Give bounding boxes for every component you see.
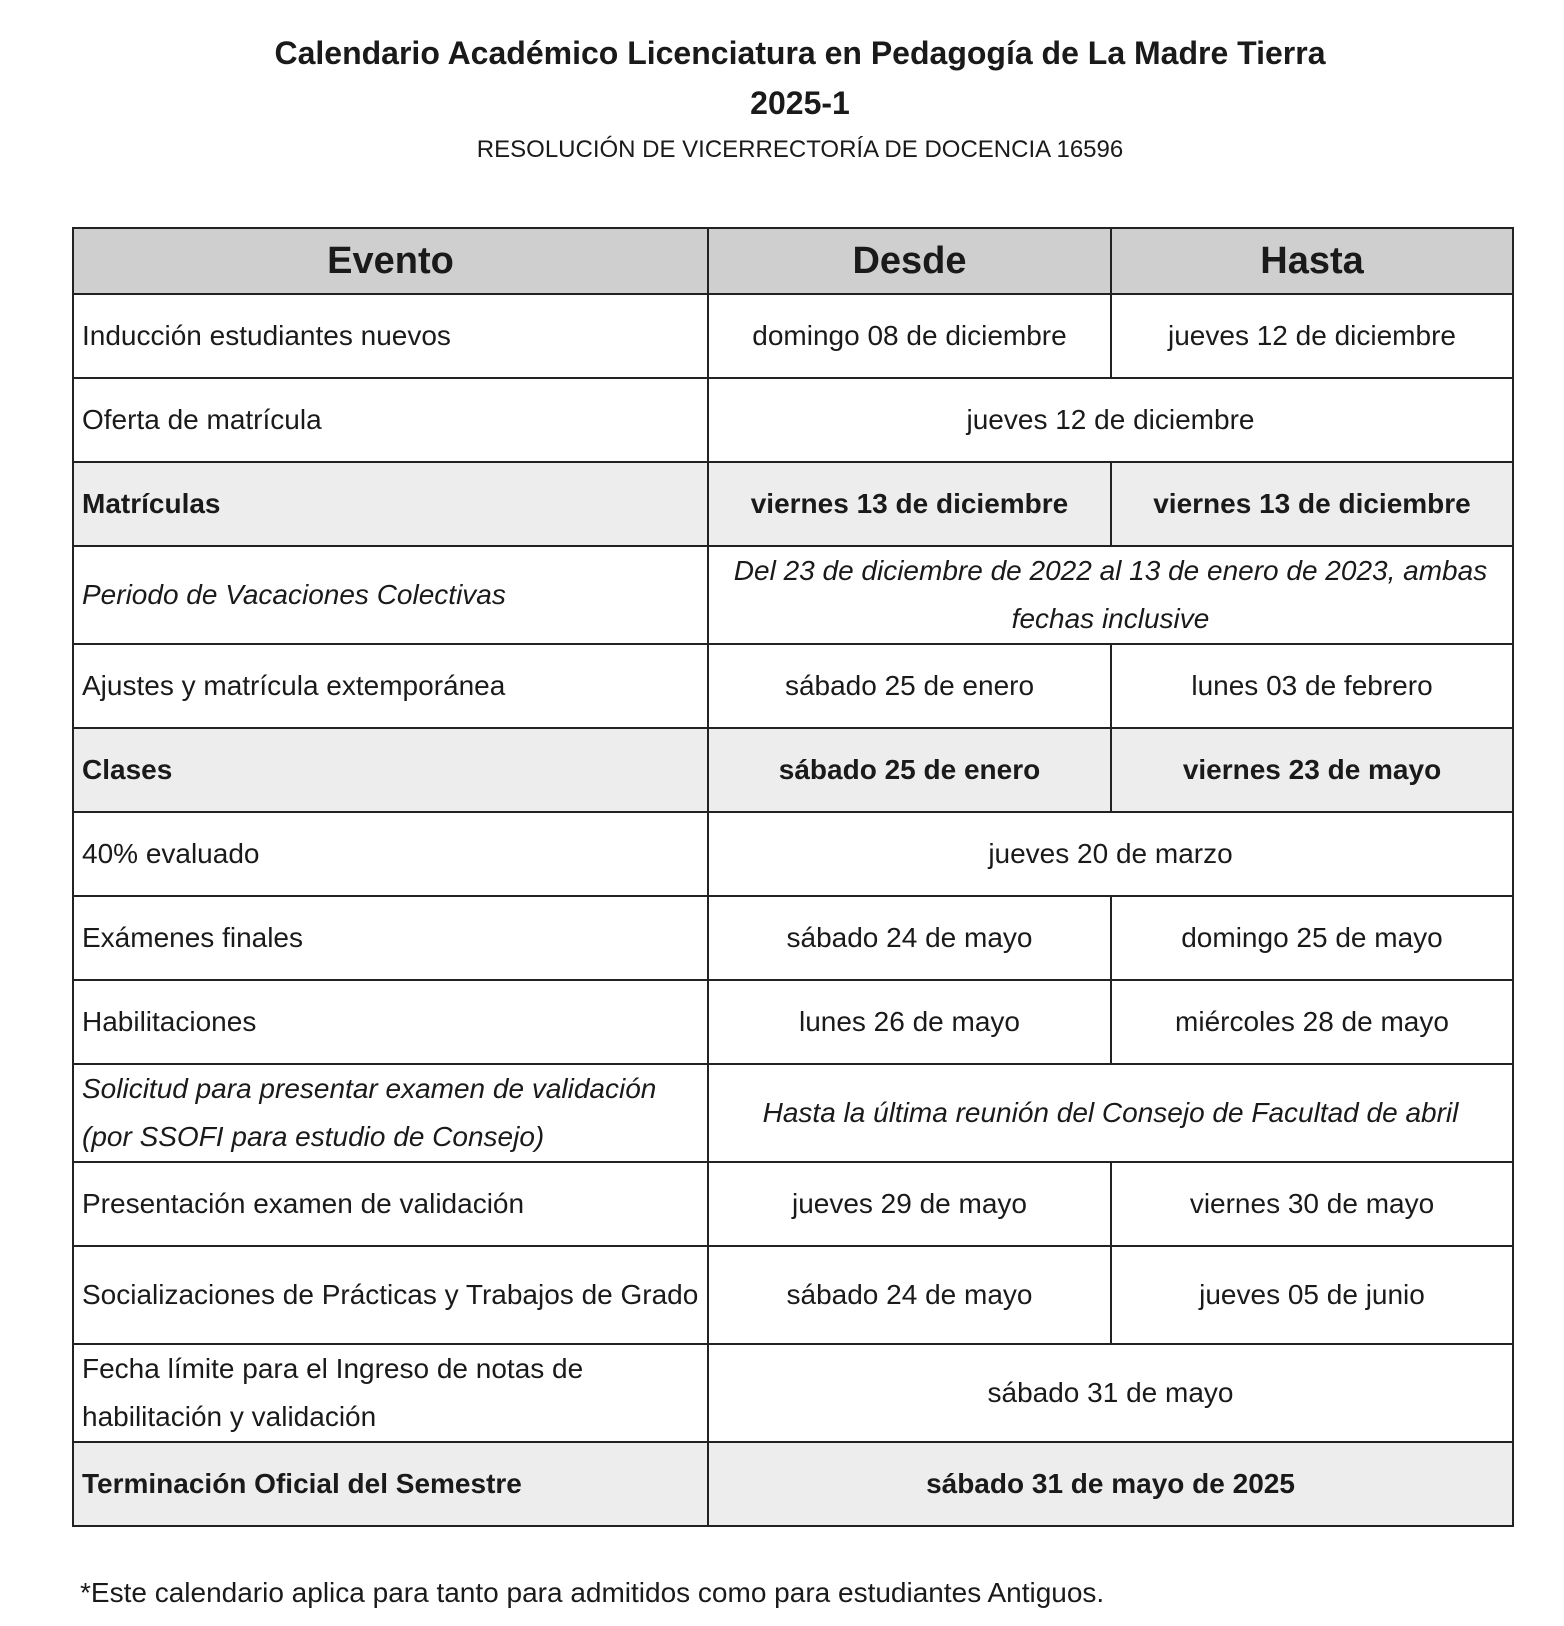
to-cell: jueves 12 de diciembre	[1111, 294, 1513, 378]
date-cell: Del 23 de diciembre de 2022 al 13 de enero de 2023, ambas fechas inclusive	[708, 546, 1513, 644]
table-row	[73, 812, 1513, 896]
table-row	[73, 1162, 1513, 1246]
table-row	[73, 294, 1513, 378]
table-row	[73, 1064, 1513, 1162]
event-cell: Ajustes y matrícula extemporánea	[73, 644, 708, 728]
table-row	[73, 644, 1513, 728]
resolution-label: RESOLUCIÓN DE VICERRECTORÍA DE DOCENCIA 16596	[476, 136, 1124, 163]
event-cell: Periodo de Vacaciones Colectivas	[73, 546, 708, 644]
table-row	[73, 896, 1513, 980]
event-cell: Oferta de matrícula	[73, 378, 708, 462]
table-row	[73, 1344, 1513, 1442]
table-row	[73, 980, 1513, 1064]
event-cell: Clases	[73, 728, 708, 812]
event-cell: Inducción estudiantes nuevos	[73, 294, 708, 378]
from-cell: viernes 13 de diciembre	[708, 462, 1111, 546]
footnote: *Este calendario aplica para tanto para admitidos como para estudiantes Antiguos.	[80, 1577, 1105, 1608]
from-cell: lunes 26 de mayo	[708, 980, 1111, 1064]
event-cell: Socializaciones de Prácticas y Trabajos de Grado	[73, 1246, 708, 1344]
document-header	[0, 28, 1564, 170]
table-row	[73, 728, 1513, 812]
from-cell: sábado 25 de enero	[708, 644, 1111, 728]
to-cell: viernes 13 de diciembre	[1111, 462, 1513, 546]
header-to: Hasta	[1111, 228, 1513, 294]
to-cell: domingo 25 de mayo	[1111, 896, 1513, 980]
table-row	[73, 378, 1513, 462]
event-cell: Fecha límite para el Ingreso de notas de habilitación y validación	[73, 1344, 708, 1442]
to-cell: jueves 05 de junio	[1111, 1246, 1513, 1344]
to-cell: viernes 30 de mayo	[1111, 1162, 1513, 1246]
date-cell: sábado 31 de mayo de 2025	[708, 1442, 1513, 1526]
event-cell: Exámenes finales	[73, 896, 708, 980]
table-header-row	[73, 228, 1513, 294]
event-cell: Matrículas	[73, 462, 708, 546]
event-cell: Solicitud para presentar examen de validación (por SSOFI para estudio de Consejo)	[73, 1064, 708, 1162]
from-cell: sábado 25 de enero	[708, 728, 1111, 812]
table-row	[73, 462, 1513, 546]
page-title: Calendario Académico Licenciatura en Pedagogía de La Madre Tierra	[274, 35, 1326, 71]
event-cell: Habilitaciones	[73, 980, 708, 1064]
date-cell: sábado 31 de mayo	[708, 1344, 1513, 1442]
header-from: Desde	[708, 228, 1111, 294]
event-cell: Presentación examen de validación	[73, 1162, 708, 1246]
table-row	[73, 546, 1513, 644]
from-cell: jueves 29 de mayo	[708, 1162, 1111, 1246]
to-cell: viernes 23 de mayo	[1111, 728, 1513, 812]
from-cell: sábado 24 de mayo	[708, 896, 1111, 980]
event-cell: Terminación Oficial del Semestre	[73, 1442, 708, 1526]
header-event: Evento	[73, 228, 708, 294]
to-cell: lunes 03 de febrero	[1111, 644, 1513, 728]
date-cell: jueves 20 de marzo	[708, 812, 1513, 896]
table-row	[73, 1442, 1513, 1526]
from-cell: domingo 08 de diciembre	[708, 294, 1111, 378]
event-cell: 40% evaluado	[73, 812, 708, 896]
date-cell: Hasta la última reunión del Consejo de Facultad de abril	[708, 1064, 1513, 1162]
academic-calendar-table	[72, 227, 1514, 1527]
table-row	[73, 1246, 1513, 1344]
period-label: 2025-1	[750, 85, 850, 121]
from-cell: sábado 24 de mayo	[708, 1246, 1111, 1344]
to-cell: miércoles 28 de mayo	[1111, 980, 1513, 1064]
date-cell: jueves 12 de diciembre	[708, 378, 1513, 462]
